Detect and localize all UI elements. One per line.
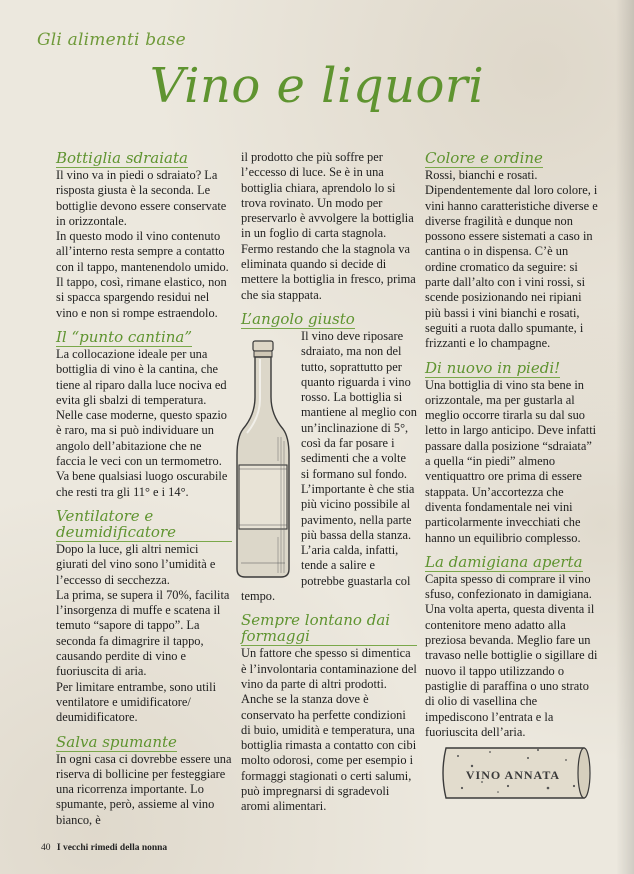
column-3: [425, 150, 600, 740]
paragraph: Per limitare entrambe, sono utili ventilatore e umidificatore/ deumidificatore.: [56, 679, 217, 725]
paragraph: Il vino va in piedi o sdraiato? La risposta giusta è la seconda. Le bottiglie devono essere conservate in orizzontale.: [56, 168, 227, 228]
paragraph: Un fattore che spesso si dimentica è l’involontaria contaminazione del vino da parte di altri prodotti. Anche se la stanza dove è conservato ha perfette condizioni di buio, umidità e temperatura, una bottiglia rimasta a contatto con cibi molto odorosi, come per esempio i formaggi stagionati o certi salumi, può impregnarsi di sgradevoli aromi alimentari.: [241, 646, 417, 814]
heading-ventilatore: Ventilatore e deumidificatore: [56, 508, 232, 542]
heading-colore-ordine: Colore e ordine: [425, 149, 543, 167]
paragraph: Una bottiglia di vino sta bene in orizzontale, ma per gustarla al meglio occorre tirarla su dal suo letto in largo anticipo. Deve infatti passare dalla posizione “sdraiata” a quella “in piedi” almeno ventiquattro ore prima di essere stappata. Un’accortezza che diventa fondamentale nei vini particolarmente invecchiati che hanno un equilibrio complesso.: [425, 377, 597, 545]
heading-angolo-giusto: L’angolo giusto: [241, 309, 355, 328]
page-number: 40: [41, 843, 51, 853]
paragraph: In questo modo il vino contenuto all’interno resta sempre a contatto con il tappo, mantenendolo umido.: [56, 229, 229, 274]
paragraph: Dopo la luce, gli altri nemici giurati del vino sono l’umidità e l’eccesso di secchezza.: [56, 541, 216, 587]
page-spine-shadow: [616, 0, 634, 874]
heading-di-nuovo-in-piedi: Di nuovo in piedi!: [425, 358, 561, 377]
bottle-text-wrap: [241, 329, 417, 604]
heading-punto-cantina: Il “punto cantina”: [56, 327, 193, 346]
column-1: [56, 150, 232, 828]
paragraph: In ogni casa ci dovrebbe essere una riserva di bollicine per festeggiare una ricorrenza importante. Lo spumante, però, assieme al vino bianco, è: [56, 751, 232, 827]
paragraph: Il tappo, così, rimane elastico, non si spacca spargendo residui nel vino e non si rompe estraendolo.: [56, 275, 227, 320]
cork-text: VINO ANNATA: [465, 768, 561, 782]
column-2: [241, 150, 417, 815]
footer: [41, 843, 167, 853]
heading-bottiglia-sdraiata: Bottiglia sdraiata: [56, 149, 188, 167]
cork-illustration: [438, 738, 594, 808]
paragraph: Capita spesso di comprare il vino sfuso, confezionato in damigiana. Una volta aperta, questa diventa il contenitore meno adatto alla preziosa bevanda. Meglio fare un travaso nelle bottiglie o sigillare di nuovo il tappo utilizzando o pastiglie di paraffina o uno strato di olio di vasellina che impediscono l’entrata e la fuoriuscita dell’aria.: [425, 571, 598, 739]
book-title: I vecchi rimedi della nonna: [56, 843, 168, 853]
heading-salva-spumante: Salva spumante: [56, 732, 177, 751]
paragraph: La collocazione ideale per una bottiglia di vino è la cantina, che tiene al riparo dalla luce nociva ed evita gli sbalzi di temperatura. Nelle case moderne, questo spazio è raro, ma si può individuare un angolo dell’abitazione che ne faccia le veci con un termometro. Va bene qualsiasi luogo oscurabile che resti tra gli 11° e i 14°.: [56, 346, 228, 499]
paragraph: il prodotto che più soffre per l’eccesso di luce. Se è in una bottiglia chiara, aprendolo lo si trova rovinato. Un modo per preservarlo è avvolgere la bottiglia in un foglio di carta stagnola. Fermo restando che la stagnola va eliminata quando si decide di mettere la bottiglia in fresco, prima che sia stappata.: [241, 150, 416, 302]
heading-damigiana-aperta: La damigiana aperta: [425, 552, 583, 571]
paragraph: Rossi, bianchi e rosati. Dipendentemente dal loro colore, i vini hanno caratteristiche diverse e diverse fragilità e dunque non possono essere sistemati a caso in cantina o in dispensa. C’è un ordine cromatico da seguire: si parte dall’alto con i vini rossi, si scende posizionando nei ripiani più bassi i vini bianchi e rosati, seguiti a ruota dallo spumante, i frizzanti e lo champagne.: [425, 168, 598, 351]
paragraph: La prima, se supera il 70%, facilita l’insorgenza di muffe e scatena il temuto “sapore di tappo”. La seconda fa dimagrire il tappo, causando perdite di vino e fuoriuscita di aria.: [56, 587, 230, 679]
paragraph: Il vino deve riposare sdraiato, ma non del tutto, soprattutto per quanto riguarda i vino rosso. La bottiglia si mantiene al meglio con un’inclinazione di 5°, così da far posare i sedimenti che a volte si formano sul fondo. L’importante è che stia più vicino possibile al pavimento, nella parte più bassa della stanza. L’aria calda, infatti, tende a salire e potrebbe guastarla col tempo.: [241, 328, 417, 604]
wine-bottle-illustration: [233, 337, 293, 583]
heading-lontano-formaggi: Sempre lontano dai formaggi: [241, 612, 417, 646]
section-label: Gli alimenti base: [37, 30, 186, 50]
page-title: Vino e liquori: [149, 58, 485, 114]
